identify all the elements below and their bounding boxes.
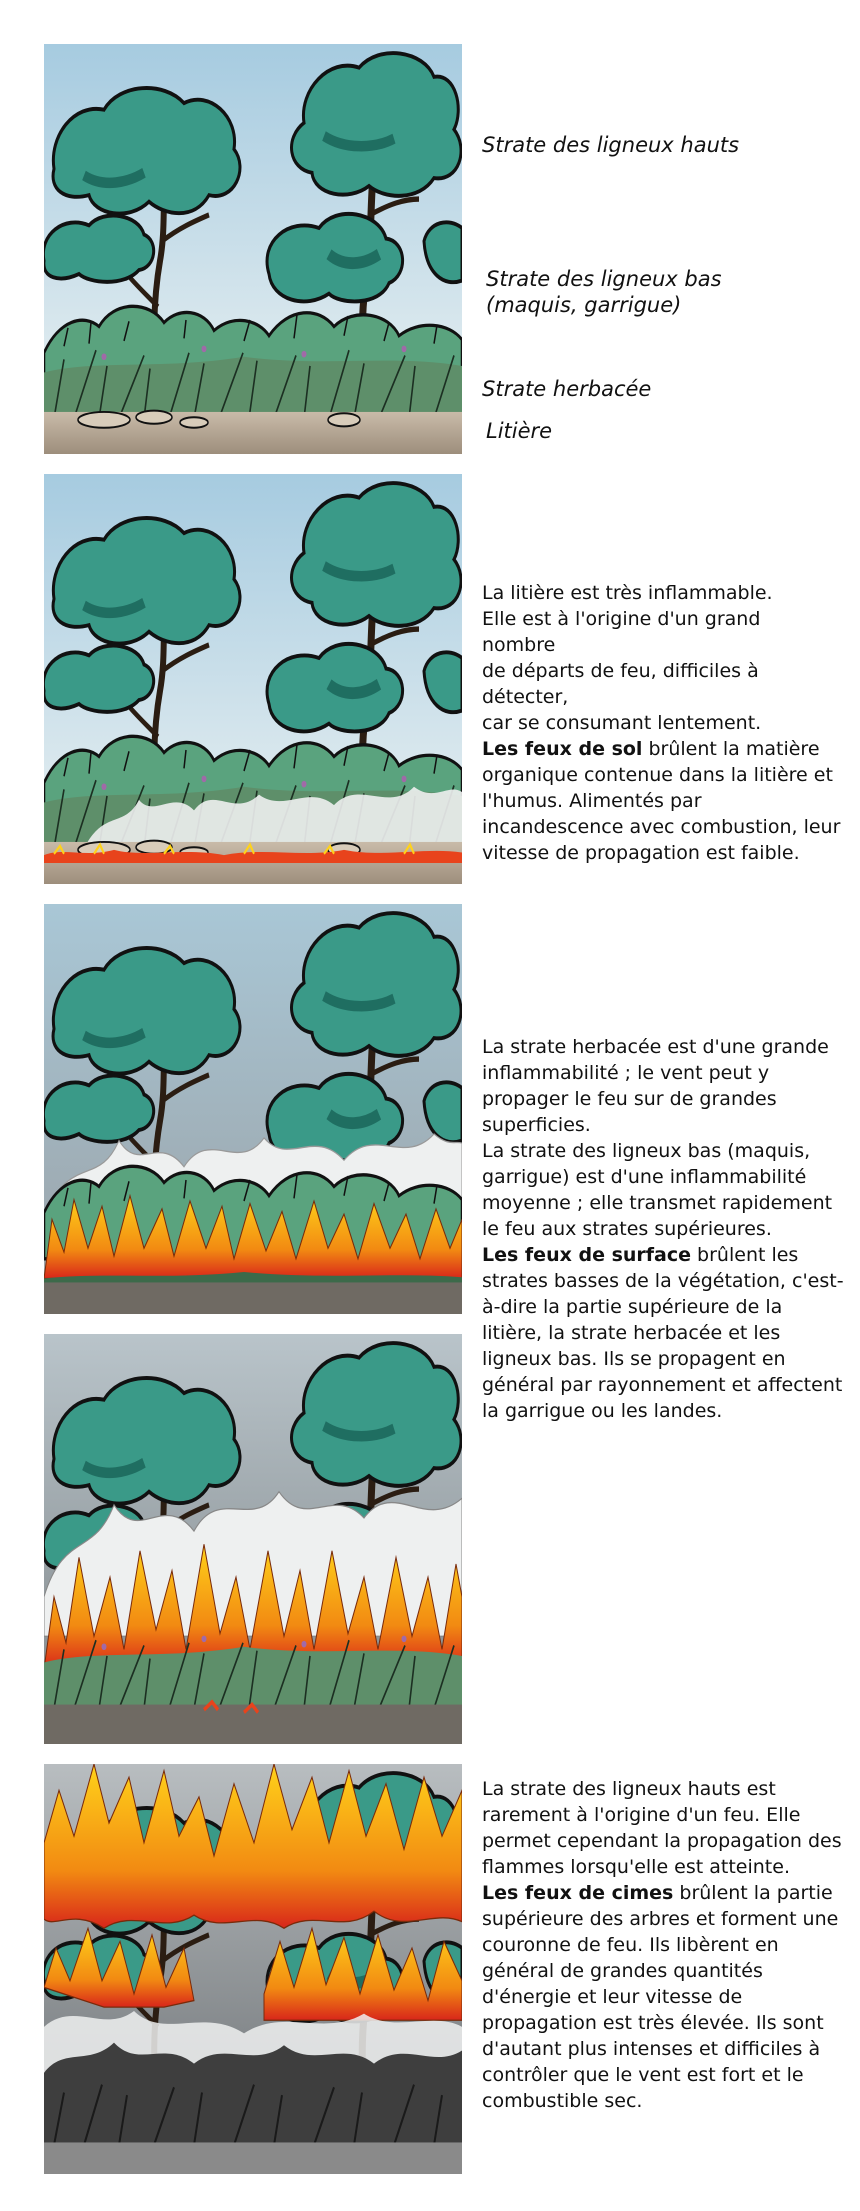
label-litter: Litière <box>486 419 553 443</box>
surface-fire-text: brûlent les strates basses de la végétation, c'est-à-dire la partie supérieure de la litière, la strate herbacée et les ligneux bas. Ils se propagent en général par rayonnement et affectent la garrigue ou les landes. <box>482 1244 844 1422</box>
ground-fire-description <box>482 580 844 866</box>
surface-fire-illustration-1 <box>44 904 462 1314</box>
surface-fire-p1: La strate herbacée est d'une grande inflammabilité ; le vent peut y propager le feu sur de grandes superficies. <box>482 1036 829 1136</box>
surface-fire-drawing-2 <box>44 1334 462 1744</box>
crown-fire-text: brûlent la partie supérieure des arbres et forment une couronne de feu. Ils libèrent en général de grandes quantités d'énergie et leur vitesse de propagation est très élevée. Ils sont d'autant plus intenses et difficiles à contrôler que le vent est fort et le combustible sec. <box>482 1882 839 2112</box>
ground-fire-line1: La litière est très inflammable. <box>482 582 773 604</box>
ground-fire-title: Les feux de sol <box>482 738 643 760</box>
ground-fire-line5: détecter, <box>482 686 569 708</box>
crown-fire-p1: La strate des ligneux hauts est rarement à l'origine d'un feu. Elle permet cependant la propagation des flammes lorsqu'elle est atteinte. <box>482 1778 842 1878</box>
crown-fire-drawing <box>44 1764 462 2174</box>
crown-fire-illustration <box>44 1764 462 2174</box>
surface-fire-drawing-1 <box>44 904 462 1314</box>
surface-fire-title: Les feux de surface <box>482 1244 692 1266</box>
ground-fire-drawing <box>44 474 462 884</box>
ground-fire-line2: Elle est à l'origine d'un grand <box>482 608 761 630</box>
surface-fire-description <box>482 1034 844 1424</box>
label-high-woody: Strate des ligneux hauts <box>482 133 740 157</box>
ground-fire-illustration <box>44 474 462 884</box>
ground-fire-line3: nombre <box>482 634 556 656</box>
vegetation-layers-drawing <box>44 44 462 454</box>
ground-fire-line4: de départs de feu, difficiles à <box>482 660 759 682</box>
crown-fire-description <box>482 1776 844 2114</box>
vegetation-layers-illustration <box>44 44 462 454</box>
crown-fire-title: Les feux de cimes <box>482 1882 674 1904</box>
label-low-woody-sub: (maquis, garrigue) <box>486 293 682 317</box>
label-low-woody: Strate des ligneux bas <box>486 267 722 291</box>
surface-fire-illustration-2 <box>44 1334 462 1744</box>
surface-fire-p2: La strate des ligneux bas (maquis, garrigue) est d'une inflammabilité moyenne ; elle transmet rapidement le feu aux strates supérieures. <box>482 1140 833 1240</box>
label-herbaceous: Strate herbacée <box>482 377 652 401</box>
ground-fire-text: brûlent la matière organique contenue dans la litière et l'humus. Alimentés par incandescence avec combustion, leur vitesse de propagation est faible. <box>482 738 841 864</box>
ground-fire-line6: car se consumant lentement. <box>482 712 762 734</box>
